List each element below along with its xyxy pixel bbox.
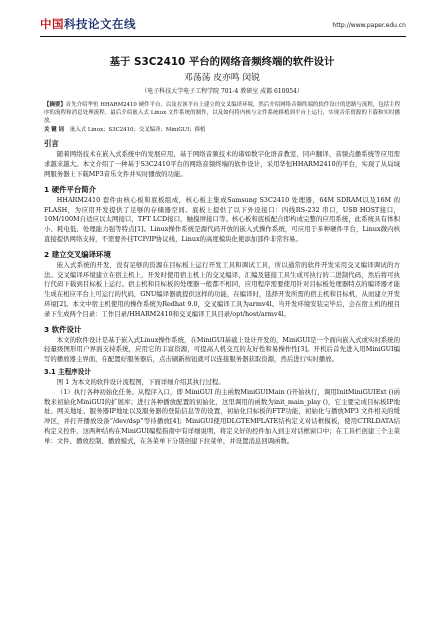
paragraph-s2: 嵌入式系统的开发，没有足够的资源在目标板上运行开发工具和调试工具，所以通常的软件开发采用交叉编译调试的方法。交叉编译环境建立在宿主机上，开发时使用宿主机上的交叉编译、汇编及链接工具生成可执行的二进制代码，然后将可执行代码下载到目标板上运行。宿主机和目标板的处理器一般都不相同，应用程序需要使用针对目标板处理器特点的编译器才能生成在相应平台上可运行的代码，GNU编译器就提供这样的功能，在编译时，选择开发所需的宿主机和目标机，从而建立开发环境[2]。本文中宿主机使用的操作系统为Redhat 9.0，交叉编译工具为armv4l。当开发环境安装完毕后，会在宿主机的根目录下生成两个目录：工作目录/HHARM2410和交叉编译工具目录/opt/host/armv4l。 <box>44 260 400 318</box>
site-url[interactable]: http://www.paper.edu.cn <box>332 22 406 29</box>
logo-part-red: 中国 <box>40 17 64 31</box>
abstract-text: 首先介绍华恒 HHARM2410 硬件平台，以及在该平台上建立的交叉编译环境，然后介绍网络音频终端的软件设计的思路与流程，包括主程序的流程和消息处理流程。最后介绍嵌入式 Linux 文件系统的制作，以及如何将内核与文件系统移植到平台上运行，实现音乐资源的下载和实时播放。 <box>44 102 400 125</box>
header-rule <box>40 36 406 37</box>
section-heading-3: 3 软件设计 <box>44 324 82 334</box>
paragraph-s31-a: 图 1 为本文的软件设计流程图，下面详细介绍其执行过程。 <box>56 377 225 386</box>
subsection-heading-3-1: 3.1 主程序设计 <box>44 367 91 376</box>
paragraph-s31-b: （1）执行各种初始化任务。从程序入口，即 MiniGUI 的主函数MiniGUIMain ()开始执行，调用InitMiniGUIExt ()函数来初始化MiniGUI的扩展库；进行各种播放配置的初始化，这里调用的函数为init_main_play ()，它主要完成目标板IP地址、网关地址、服务器IP地址以及服务器的登陆信息等的设置，初始化目标板的FTP功能，初始化与播放MP3 文件相关的缓冲区，并打开播放设备“/dev/dsp”等待播放[4]；MiniGUI使用DLGTEMPLATE结构定义对话框模板，使用CTRLDATA结构定义控件，这两种结构在MiniGUI编程指南中有详细说明，将定义好的控件加入到主对话框窗口中；在工具栏创建三个主菜单：文件、播放控制、播放模式，在各菜单下分别创建下拉菜单，并设置消息回调函数。 <box>44 387 400 445</box>
page-header <box>0 0 440 40</box>
section-heading-2: 2 建立交叉编译环境 <box>44 249 111 259</box>
section-heading-intro: 引言 <box>44 139 59 149</box>
paper-authors: 邓荡荡 皮亦鸣 闵锐 <box>184 73 260 83</box>
paragraph-s3: 本文的软件设计是基于嵌入式Linux操作系统，在MiniGUI基础上设计开发的，MiniGUI是一个面向嵌入式或实时系统的轻量级图形用户界面支持系统，应用它的丰富资源，可提高人机交互的友好性和易操作性[3]。开机后首先进入用MiniGUI编写的播放器主界面，在配置好服务器后，点击刷新按钮就可以连接服务器获取资源，然后进行实时播放。 <box>44 335 400 364</box>
logo-part-navy: 科技论文在线 <box>64 17 136 31</box>
paper-title: 基于 S3C2410 平台的网络音频终端的软件设计 <box>109 56 335 68</box>
paragraph-s1: HHARM2410 套件由核心板和底板组成，核心板主集成Samsung S3C2410 处理器，64M SDRAM以及16M 的FLASH，为应用开发提供了足够的存储器空间。底板上提供了以下外设接口：四线RS-232 串口，USB HOST接口，10M/100M自适应以太网接口，TFT LCD接口，触摸屏接口等。核心板和底板配合即构成完整的应用系统，此系统具有体积小、耗电低、处理能力强等特点[1]。Linux操作系统是源代码开放的嵌入式操作系统，可应用于多种硬件平台，Linux微内核直接提供网络支持，不需要外挂TCP/IP协议栈，Linux的高度模块化使添加部件非常容易。 <box>44 195 400 243</box>
keywords <box>44 126 400 134</box>
abstract-label: 【摘要】 <box>44 102 66 108</box>
paper-affiliation: （电子科技大学电子工程学院 701-4 教研室 成都 610054） <box>141 88 303 95</box>
keywords-text: 嵌入式 Linux；S3C2410；交叉编译；MiniGUI；移植 <box>69 127 206 134</box>
section-heading-1: 1 硬件平台简介 <box>44 184 97 194</box>
article-body <box>44 55 400 447</box>
abstract <box>44 101 400 125</box>
paragraph-intro: 随着网络技术在嵌入式系统中的发展应用，基于网络音频技术的诸如数字化语音教室、同声翻译、音频点播系统等应用需求越来越大。本文介绍了一种基于S3C2410平台的网络音频终端的软件设计，采用华恒HHARM2410的平台，实现了从局域网服务器上下载MP3音乐文件并实时播放的功能。 <box>44 150 400 178</box>
site-logo <box>40 16 136 32</box>
keywords-label: 关 键 词 <box>44 127 64 134</box>
